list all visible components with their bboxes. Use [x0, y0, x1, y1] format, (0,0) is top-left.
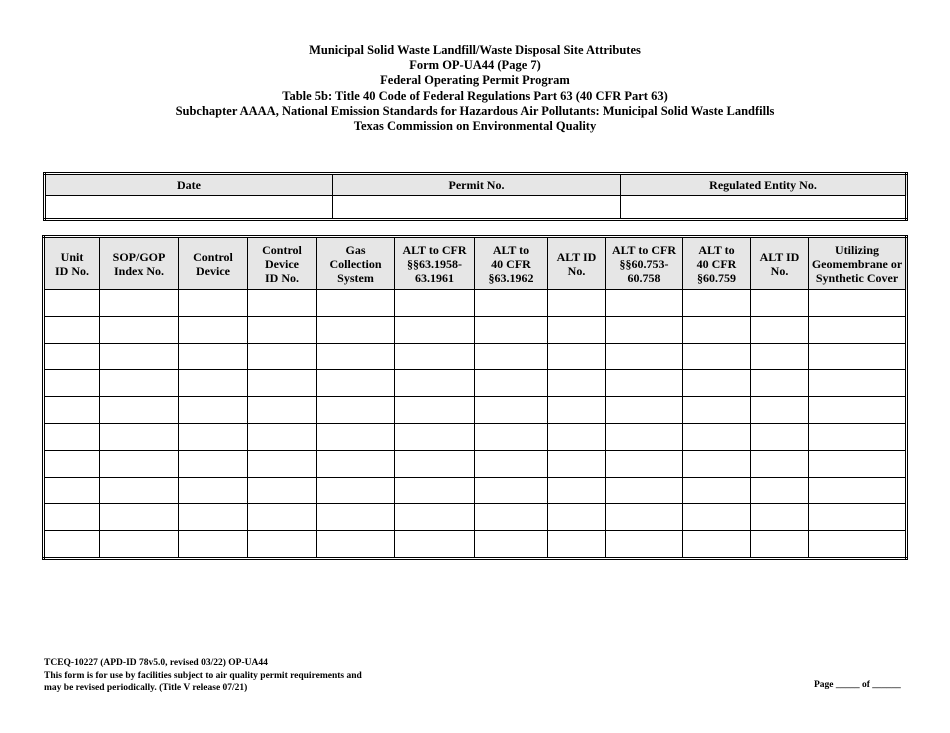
table-cell[interactable]	[44, 397, 100, 424]
column-header-line: ALT ID	[759, 249, 800, 264]
table-cell[interactable]	[100, 477, 179, 504]
table-cell[interactable]	[317, 316, 395, 343]
header-agency: Texas Commission on Environmental Quality	[353, 119, 597, 134]
table-cell[interactable]	[395, 370, 475, 397]
table-cell[interactable]	[317, 397, 395, 424]
table-cell[interactable]	[44, 290, 100, 317]
column-header-7	[475, 237, 548, 290]
column-header-line: ALT ID	[556, 249, 597, 264]
table-cell[interactable]	[809, 370, 907, 397]
table-cell[interactable]	[606, 370, 683, 397]
table-cell[interactable]	[751, 450, 809, 477]
table-cell[interactable]	[317, 504, 395, 531]
table-cell[interactable]	[751, 531, 809, 559]
table-cell[interactable]	[317, 531, 395, 559]
column-header-line: ID No.	[264, 270, 299, 285]
table-cell[interactable]	[548, 370, 606, 397]
table-cell[interactable]	[317, 290, 395, 317]
table-cell[interactable]	[395, 450, 475, 477]
table-cell[interactable]	[683, 531, 751, 559]
usage-note-line1: This form is for use by facilities subject to air quality permit requirements and	[44, 670, 362, 681]
table-row	[44, 504, 907, 531]
table-cell[interactable]	[248, 343, 317, 370]
table-cell[interactable]	[606, 397, 683, 424]
header-title: Municipal Solid Waste Landfill/Waste Disposal Site Attributes	[309, 43, 641, 57]
column-header-line: Collection	[329, 256, 382, 271]
table-cell[interactable]	[248, 531, 317, 559]
column-header-line: §§63.1958-	[407, 256, 462, 271]
column-header-line: No.	[567, 263, 586, 278]
form-footer	[44, 657, 362, 695]
table-cell[interactable]	[548, 423, 606, 450]
table-cell[interactable]	[809, 423, 907, 450]
table-cell[interactable]	[179, 370, 248, 397]
table-cell[interactable]	[548, 290, 606, 317]
column-header-9	[606, 237, 683, 290]
table-cell[interactable]	[100, 450, 179, 477]
table-cell[interactable]	[475, 370, 548, 397]
table-row	[44, 531, 907, 559]
table-cell[interactable]	[683, 316, 751, 343]
table-cell[interactable]	[809, 316, 907, 343]
column-header-line: ALT to CFR	[611, 242, 676, 257]
table-cell[interactable]	[548, 531, 606, 559]
table-cell[interactable]	[179, 290, 248, 317]
table-cell[interactable]	[751, 343, 809, 370]
table-cell[interactable]	[179, 423, 248, 450]
attributes-table	[42, 235, 908, 560]
header-program: Federal Operating Permit Program	[380, 73, 570, 88]
table-cell[interactable]	[475, 343, 548, 370]
table-cell[interactable]	[809, 531, 907, 559]
table-cell[interactable]	[751, 423, 809, 450]
table-cell[interactable]	[475, 531, 548, 559]
table-cell[interactable]	[179, 316, 248, 343]
table-row	[44, 290, 907, 317]
column-header-line: §§60.753-	[619, 256, 669, 271]
form-id: TCEQ-10227 (APD-ID 78v5.0, revised 03/22) OP-UA44	[44, 658, 268, 668]
column-header-line: ID No.	[54, 263, 89, 278]
table-cell[interactable]	[179, 504, 248, 531]
page-number[interactable]: Page _____ of ______	[814, 680, 901, 690]
usage-note-line2: may be revised periodically. (Title V release 07/21)	[44, 683, 248, 693]
header-subchapter: Subchapter AAAA, National Emission Standards for Hazardous Air Pollutants: Municipal Solid Waste Landfills	[175, 103, 775, 118]
table-row	[44, 450, 907, 477]
table-cell[interactable]	[475, 316, 548, 343]
table-cell[interactable]	[809, 450, 907, 477]
column-header-1	[44, 237, 100, 290]
table-cell[interactable]	[395, 316, 475, 343]
table-cell[interactable]	[44, 450, 100, 477]
table-cell[interactable]	[683, 397, 751, 424]
column-header-line: Geomembrane or	[811, 256, 903, 271]
table-cell[interactable]	[683, 423, 751, 450]
column-header-3	[179, 237, 248, 290]
column-header-line: §60.759	[697, 270, 736, 285]
column-header-line: Control	[262, 242, 302, 257]
table-cell[interactable]	[606, 290, 683, 317]
table-cell[interactable]	[179, 531, 248, 559]
table-cell[interactable]	[317, 423, 395, 450]
table-cell[interactable]	[809, 343, 907, 370]
table-cell[interactable]	[317, 450, 395, 477]
column-header-5	[317, 237, 395, 290]
table-cell[interactable]	[179, 397, 248, 424]
table-cell[interactable]	[475, 397, 548, 424]
table-cell[interactable]	[683, 504, 751, 531]
table-cell[interactable]	[395, 504, 475, 531]
column-header-4	[248, 237, 317, 290]
table-cell[interactable]	[548, 504, 606, 531]
column-header-line: SOP/GOP	[112, 249, 166, 264]
table-body	[44, 290, 907, 559]
table-cell[interactable]	[179, 343, 248, 370]
table-cell[interactable]	[606, 450, 683, 477]
table-cell[interactable]	[179, 477, 248, 504]
table-cell[interactable]	[248, 370, 317, 397]
table-cell[interactable]	[683, 450, 751, 477]
table-cell[interactable]	[475, 290, 548, 317]
table-cell[interactable]	[44, 370, 100, 397]
table-cell[interactable]	[100, 397, 179, 424]
permit-no-header: Permit No.	[333, 174, 621, 196]
column-header-6	[395, 237, 475, 290]
header-form-number: Form OP-UA44 (Page 7)	[409, 58, 541, 73]
table-cell[interactable]	[395, 290, 475, 317]
column-header-line: ALT to	[492, 242, 530, 257]
regulated-entity-field[interactable]	[621, 196, 907, 220]
table-cell[interactable]	[751, 316, 809, 343]
table-cell[interactable]	[317, 343, 395, 370]
column-header-10	[683, 237, 751, 290]
table-cell[interactable]	[44, 504, 100, 531]
table-cell[interactable]	[317, 370, 395, 397]
column-header-line: No.	[770, 263, 789, 278]
table-cell[interactable]	[475, 450, 548, 477]
column-header-line: 63.1961	[415, 270, 454, 285]
table-cell[interactable]	[395, 531, 475, 559]
column-header-line: Control	[193, 249, 233, 264]
table-cell[interactable]	[100, 423, 179, 450]
table-cell[interactable]	[475, 423, 548, 450]
table-cell[interactable]	[683, 343, 751, 370]
table-cell[interactable]	[179, 450, 248, 477]
table-cell[interactable]	[100, 504, 179, 531]
table-cell[interactable]	[44, 343, 100, 370]
table-row	[44, 397, 907, 424]
table-cell[interactable]	[100, 370, 179, 397]
column-header-12	[809, 237, 907, 290]
permit-no-field[interactable]	[333, 196, 621, 220]
table-cell[interactable]	[809, 290, 907, 317]
date-field[interactable]	[45, 196, 333, 220]
table-cell[interactable]	[809, 504, 907, 531]
column-header-line: 60.758	[627, 270, 661, 285]
table-cell[interactable]	[395, 343, 475, 370]
table-cell[interactable]	[606, 504, 683, 531]
table-cell[interactable]	[248, 504, 317, 531]
table-cell[interactable]	[606, 477, 683, 504]
table-cell[interactable]	[475, 477, 548, 504]
table-cell[interactable]	[751, 290, 809, 317]
table-cell[interactable]	[100, 290, 179, 317]
column-header-line: 40 CFR	[491, 256, 531, 271]
table-cell[interactable]	[548, 316, 606, 343]
form-header	[0, 43, 950, 134]
table-cell[interactable]	[395, 423, 475, 450]
column-header-line: Utilizing	[835, 242, 879, 257]
column-header-11	[751, 237, 809, 290]
table-cell[interactable]	[751, 504, 809, 531]
table-cell[interactable]	[248, 290, 317, 317]
table-cell[interactable]	[751, 397, 809, 424]
table-cell[interactable]	[606, 531, 683, 559]
table-cell[interactable]	[248, 450, 317, 477]
header-table-title: Table 5b: Title 40 Code of Federal Regulations Part 63 (40 CFR Part 63)	[282, 88, 668, 103]
column-header-line: Device	[196, 263, 230, 278]
table-cell[interactable]	[683, 370, 751, 397]
table-cell[interactable]	[683, 477, 751, 504]
column-header-8	[548, 237, 606, 290]
table-cell[interactable]	[248, 397, 317, 424]
table-cell[interactable]	[100, 531, 179, 559]
table-cell[interactable]	[248, 316, 317, 343]
column-header-line: Device	[265, 256, 299, 271]
table-cell[interactable]	[548, 397, 606, 424]
date-header: Date	[45, 174, 333, 196]
table-row	[44, 477, 907, 504]
column-header-line: System	[337, 270, 374, 285]
table-cell[interactable]	[606, 423, 683, 450]
table-cell[interactable]	[248, 423, 317, 450]
table-header-row	[44, 237, 907, 290]
column-header-line: Gas	[345, 242, 366, 257]
table-cell[interactable]	[395, 397, 475, 424]
table-cell[interactable]	[809, 397, 907, 424]
table-cell[interactable]	[751, 477, 809, 504]
table-cell[interactable]	[100, 316, 179, 343]
column-header-line: 40 CFR	[696, 256, 737, 271]
table-cell[interactable]	[395, 477, 475, 504]
column-header-line: Index No.	[113, 263, 164, 278]
table-cell[interactable]	[248, 477, 317, 504]
table-cell[interactable]	[548, 477, 606, 504]
table-row	[44, 343, 907, 370]
column-header-line: ALT to CFR	[402, 242, 467, 257]
table-cell[interactable]	[548, 450, 606, 477]
table-cell[interactable]	[44, 477, 100, 504]
table-cell[interactable]	[44, 531, 100, 559]
table-row	[44, 423, 907, 450]
table-cell[interactable]	[606, 343, 683, 370]
regulated-entity-header: Regulated Entity No.	[621, 174, 907, 196]
column-header-line: Synthetic Cover	[815, 270, 899, 285]
info-table	[43, 172, 908, 221]
table-cell[interactable]	[100, 343, 179, 370]
table-cell[interactable]	[44, 316, 100, 343]
table-cell[interactable]	[751, 370, 809, 397]
table-cell[interactable]	[317, 477, 395, 504]
column-header-line: Unit	[60, 249, 84, 264]
table-cell[interactable]	[548, 343, 606, 370]
column-header-line: ALT to	[698, 242, 735, 257]
table-row	[44, 316, 907, 343]
table-row	[44, 370, 907, 397]
table-cell[interactable]	[606, 316, 683, 343]
column-header-2	[100, 237, 179, 290]
table-cell[interactable]	[809, 477, 907, 504]
table-cell[interactable]	[475, 504, 548, 531]
table-cell[interactable]	[683, 290, 751, 317]
table-cell[interactable]	[44, 423, 100, 450]
column-header-line: §63.1962	[488, 270, 534, 285]
